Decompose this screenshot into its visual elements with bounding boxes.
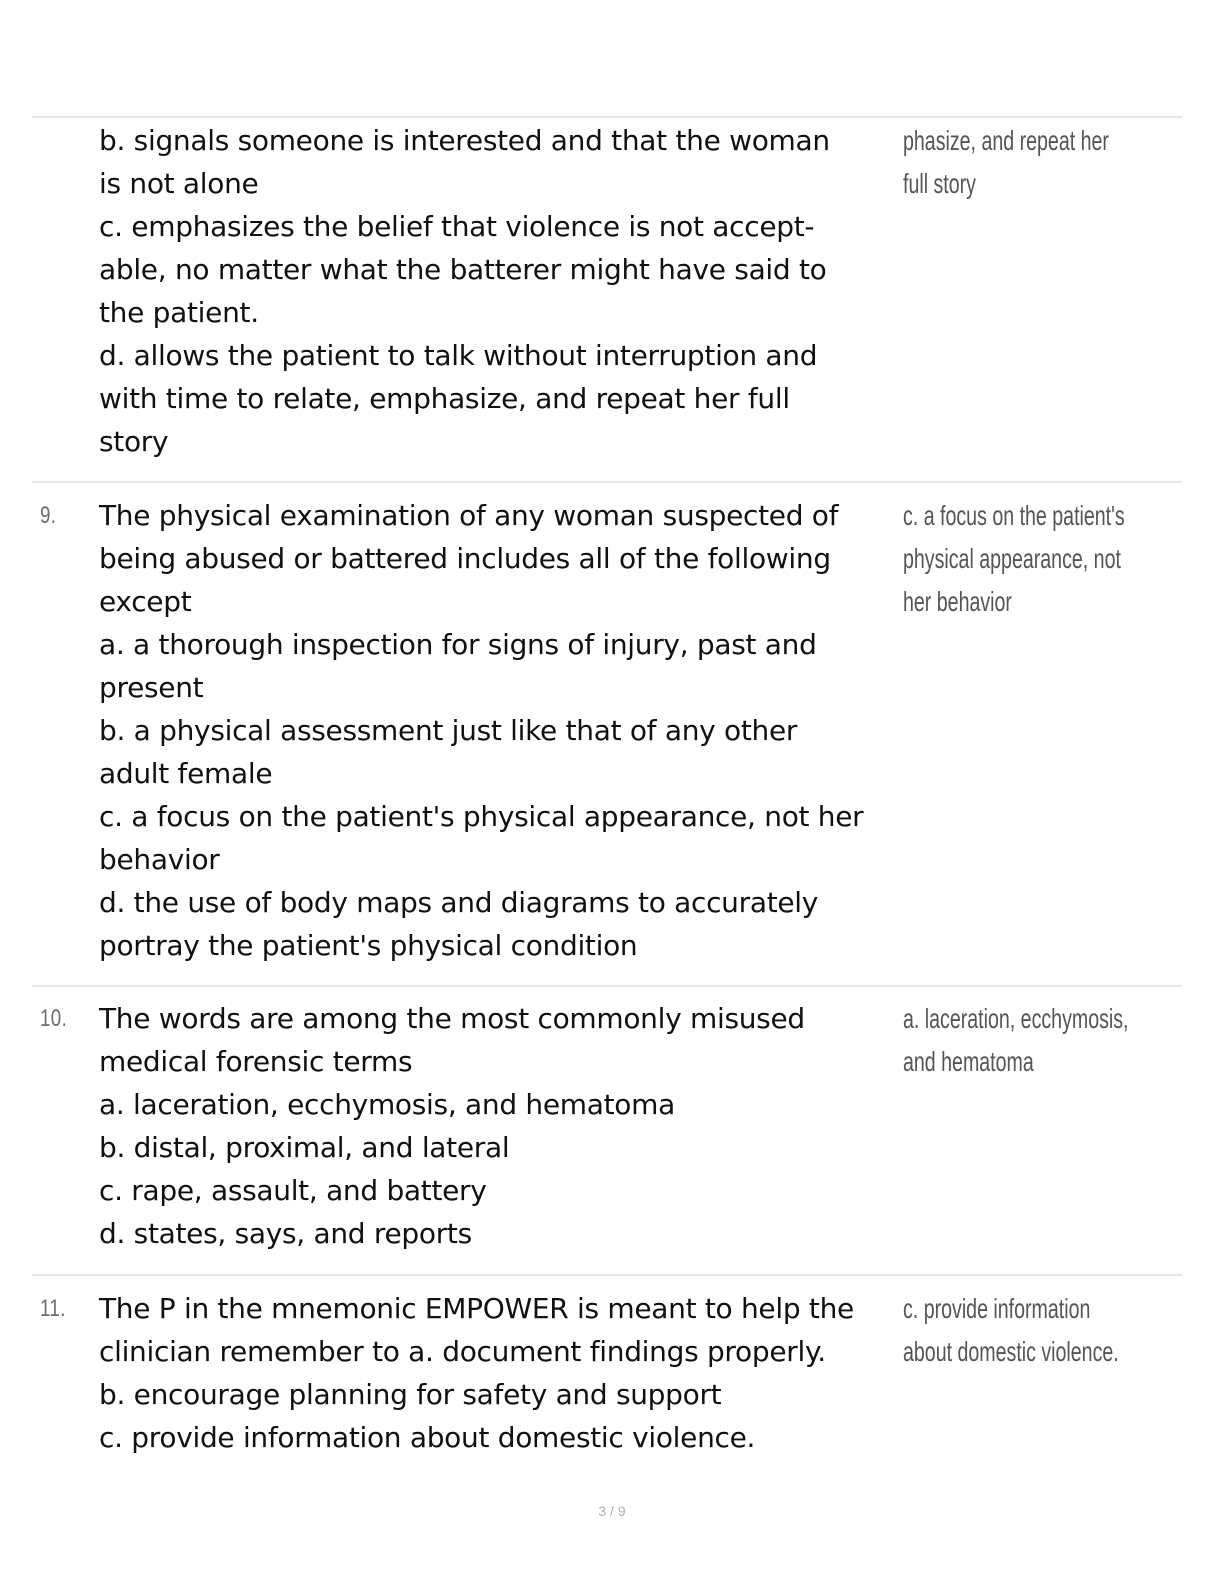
question-line: c. provide information about domestic violence.	[99, 1421, 756, 1454]
answer-line: and hematoma	[903, 1046, 1034, 1077]
question-11-text	[99, 1287, 899, 1459]
question-number: 9.	[40, 502, 57, 529]
question-number: 11.	[40, 1295, 66, 1322]
question-line: The P in the mnemonic EMPOWER is meant to help the	[99, 1292, 854, 1325]
question-line: story	[99, 425, 169, 458]
question-line: a. laceration, ecchymosis, and hematoma	[99, 1088, 675, 1121]
question-number: 10.	[40, 1005, 68, 1032]
question-line: d. the use of body maps and diagrams to accurately	[99, 886, 819, 919]
question-line: able, no matter what the batterer might have said to	[99, 253, 827, 286]
question-line: portray the patient's physical condition	[99, 929, 638, 962]
question-10-answer	[903, 997, 1203, 1083]
divider	[32, 116, 1182, 118]
question-line: c. rape, assault, and battery	[99, 1174, 487, 1207]
question-9-text	[99, 494, 899, 967]
question-line: behavior	[99, 843, 220, 876]
question-line: with time to relate, emphasize, and repeat her full	[99, 382, 790, 415]
question-line: c. emphasizes the belief that violence is not accept-	[99, 210, 815, 243]
answer-line: c. provide information	[903, 1293, 1091, 1324]
question-line: The physical examination of any woman suspected of	[99, 499, 839, 532]
question-line: a. a thorough inspection for signs of injury, past and	[99, 628, 817, 661]
divider	[32, 985, 1182, 987]
page-indicator: 3 / 9	[598, 1503, 626, 1519]
answer-line: physical appearance, not	[903, 543, 1121, 574]
question-line: d. allows the patient to talk without interruption and	[99, 339, 818, 372]
question-line: b. signals someone is interested and that the woman	[99, 124, 830, 157]
answer-line: a. laceration, ecchymosis,	[903, 1003, 1129, 1034]
question-line: medical forensic terms	[99, 1045, 413, 1078]
question-line: except	[99, 585, 192, 618]
divider	[32, 1274, 1182, 1276]
question-line: present	[99, 671, 204, 704]
answer-line: c. a focus on the patient's	[903, 500, 1125, 531]
divider	[32, 481, 1182, 483]
question-line: The words are among the most commonly misused	[99, 1002, 805, 1035]
question-8-text	[99, 119, 899, 463]
question-line: being abused or battered includes all of the following	[99, 542, 831, 575]
question-line: clinician remember to a. document findings properly.	[99, 1335, 826, 1368]
question-line: b. distal, proximal, and lateral	[99, 1131, 510, 1164]
question-10-text	[99, 997, 899, 1255]
question-line: b. a physical assessment just like that of any other	[99, 714, 798, 747]
answer-line: full story	[903, 168, 976, 199]
question-line: adult female	[99, 757, 273, 790]
question-8-answer	[903, 119, 1203, 205]
answer-line: phasize, and repeat her	[903, 125, 1109, 156]
answer-line: her behavior	[903, 586, 1012, 617]
answer-line: about domestic violence.	[903, 1336, 1119, 1367]
question-line: d. states, says, and reports	[99, 1217, 472, 1250]
question-line: c. a focus on the patient's physical appearance, not her	[99, 800, 864, 833]
question-11-answer	[903, 1287, 1203, 1373]
question-9-answer	[903, 494, 1203, 623]
question-line: is not alone	[99, 167, 259, 200]
question-line: the patient.	[99, 296, 259, 329]
question-line: b. encourage planning for safety and support	[99, 1378, 722, 1411]
